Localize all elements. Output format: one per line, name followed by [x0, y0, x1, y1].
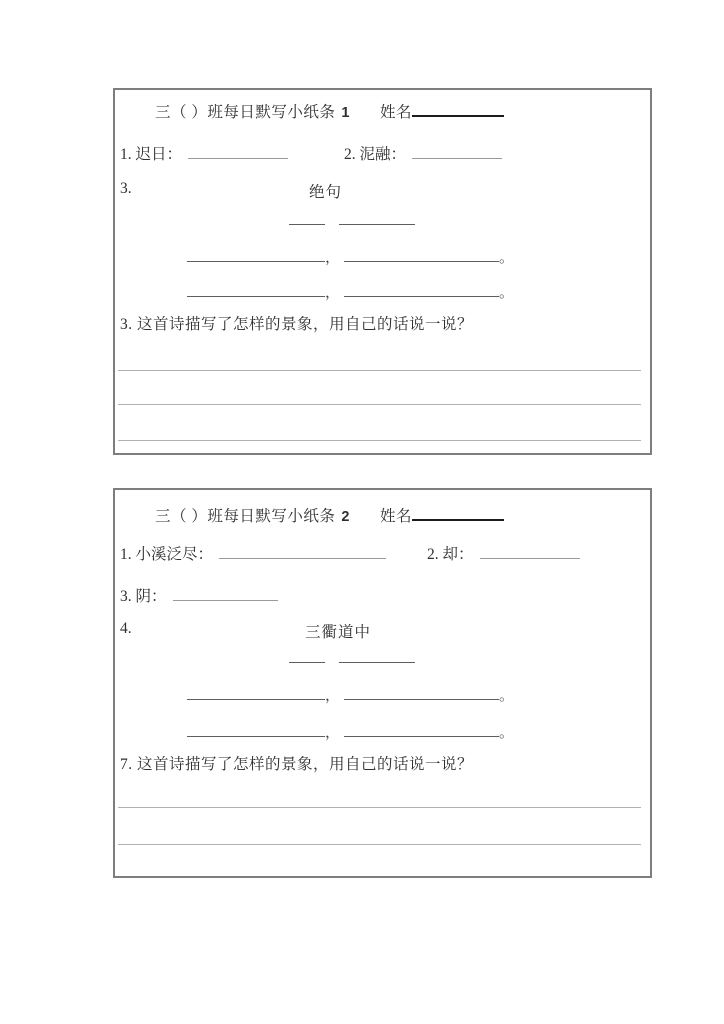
author-blank — [339, 648, 415, 663]
vocab-row — [120, 542, 650, 564]
verse-blank-right — [344, 683, 499, 700]
answer-line — [118, 404, 641, 405]
vocab-blank — [173, 586, 278, 601]
answer-line — [118, 440, 641, 441]
poem-title: 三衢道中 — [305, 624, 372, 641]
verse-line — [187, 245, 650, 267]
vocab-row — [120, 584, 650, 606]
vocab-item — [427, 542, 580, 564]
dynasty-blank — [289, 648, 325, 663]
dynasty-blank — [289, 210, 325, 225]
answer-line — [118, 807, 641, 808]
name-label: 姓名 — [379, 508, 412, 525]
verse-line — [187, 683, 650, 705]
verse-period: 。 — [499, 725, 515, 741]
answer-line — [118, 844, 641, 845]
vocab-blank — [480, 544, 580, 559]
slip-number: 2 — [341, 509, 350, 525]
slip-title: 三（ ）班每日默写小纸条 — [155, 104, 336, 121]
slip-header — [155, 100, 650, 122]
verse-blank-right — [344, 720, 499, 737]
verse-blank-right — [344, 245, 499, 262]
question-text: 7. 这首诗描写了怎样的景象，用自己的话说一说？ — [120, 756, 474, 773]
verse-period: 。 — [499, 688, 515, 704]
vocab-blank — [219, 544, 386, 559]
vocab-item — [344, 142, 502, 164]
name-label: 姓名 — [379, 104, 412, 121]
vocab-item — [120, 584, 278, 606]
verse-comma: ， — [325, 285, 341, 301]
slip-header — [155, 504, 650, 526]
verse-comma: ， — [325, 688, 341, 704]
slip-number: 1 — [341, 105, 350, 121]
vocab-label: 2. 泥融： — [344, 146, 407, 163]
verse-period: 。 — [499, 250, 515, 266]
poem-heading — [120, 180, 650, 201]
name-blank — [412, 101, 504, 117]
name-blank — [412, 505, 504, 521]
answer-line — [118, 370, 641, 371]
vocab-label: 1. 迟日： — [120, 146, 183, 163]
vocab-label: 1. 小溪泛尽： — [120, 546, 214, 563]
poem-title: 绝句 — [309, 184, 343, 201]
vocab-blank — [412, 144, 502, 159]
dictation-slip-2 — [113, 488, 652, 878]
poem-author-row — [289, 648, 650, 668]
verse-blank-right — [344, 280, 499, 297]
question-text: 3. 这首诗描写了怎样的景象，用自己的话说一说？ — [120, 316, 474, 333]
vocab-item — [120, 542, 427, 564]
vocab-row — [120, 142, 650, 164]
verse-blank-left — [187, 683, 325, 700]
verse-blank-left — [187, 245, 325, 262]
vocab-item — [120, 142, 344, 164]
poem-author-row — [289, 210, 650, 230]
author-blank — [339, 210, 415, 225]
verse-comma: ， — [325, 250, 341, 266]
vocab-label: 2. 却： — [427, 546, 474, 563]
verse-blank-left — [187, 280, 325, 297]
vocab-label: 3. 阴： — [120, 588, 167, 605]
poem-item-number: 4. — [120, 620, 132, 637]
verse-line — [187, 280, 650, 302]
vocab-blank — [188, 144, 288, 159]
poem-heading — [120, 620, 650, 641]
verse-comma: ， — [325, 725, 341, 741]
verse-line — [187, 720, 650, 742]
verse-blank-left — [187, 720, 325, 737]
dictation-slip-1 — [113, 88, 652, 455]
verse-period: 。 — [499, 285, 515, 301]
slip-title: 三（ ）班每日默写小纸条 — [155, 508, 336, 525]
poem-item-number: 3. — [120, 180, 132, 197]
